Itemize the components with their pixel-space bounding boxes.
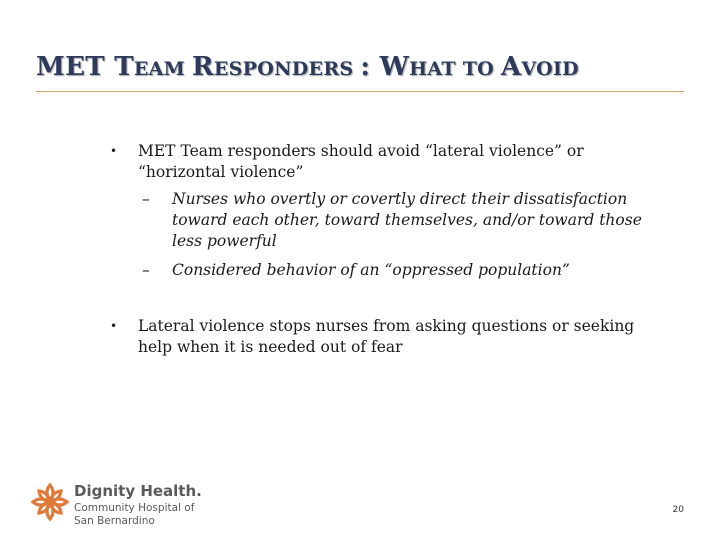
- logo-subtitle-line1: Community Hospital of: [74, 502, 195, 514]
- bullet-item: [110, 316, 670, 360]
- sub-bullet-item: [142, 189, 662, 255]
- title-divider: [36, 91, 684, 92]
- logo-subtitle-line2: San Bernardino: [74, 515, 155, 527]
- bullet-item: [110, 141, 670, 185]
- sub-bullet-item: [142, 260, 662, 282]
- page-number: 20: [672, 505, 684, 515]
- bullet-marker: •: [110, 319, 118, 333]
- dignity-health-logo: [30, 482, 200, 528]
- slide-title: MET TEAM RESPONDERS : WHAT TO AVOID: [36, 52, 579, 82]
- dignity-health-star-icon: [30, 482, 70, 522]
- logo-name: Dignity Health.: [74, 482, 202, 500]
- bullet-text: MET Team responders should avoid “lateral violence” or “horizontal violence”: [138, 142, 584, 181]
- bullet-marker: •: [110, 144, 118, 158]
- sub-bullet-marker: –: [142, 261, 150, 279]
- sub-bullet-text: Nurses who overtly or covertly direct their dissatisfaction toward each other, toward themselves, and/or toward those less powerful: [172, 190, 642, 250]
- sub-bullet-text: Considered behavior of an “oppressed population”: [172, 261, 570, 279]
- bullet-text: Lateral violence stops nurses from asking questions or seeking help when it is needed out of fear: [138, 317, 635, 356]
- sub-bullet-marker: –: [142, 190, 150, 208]
